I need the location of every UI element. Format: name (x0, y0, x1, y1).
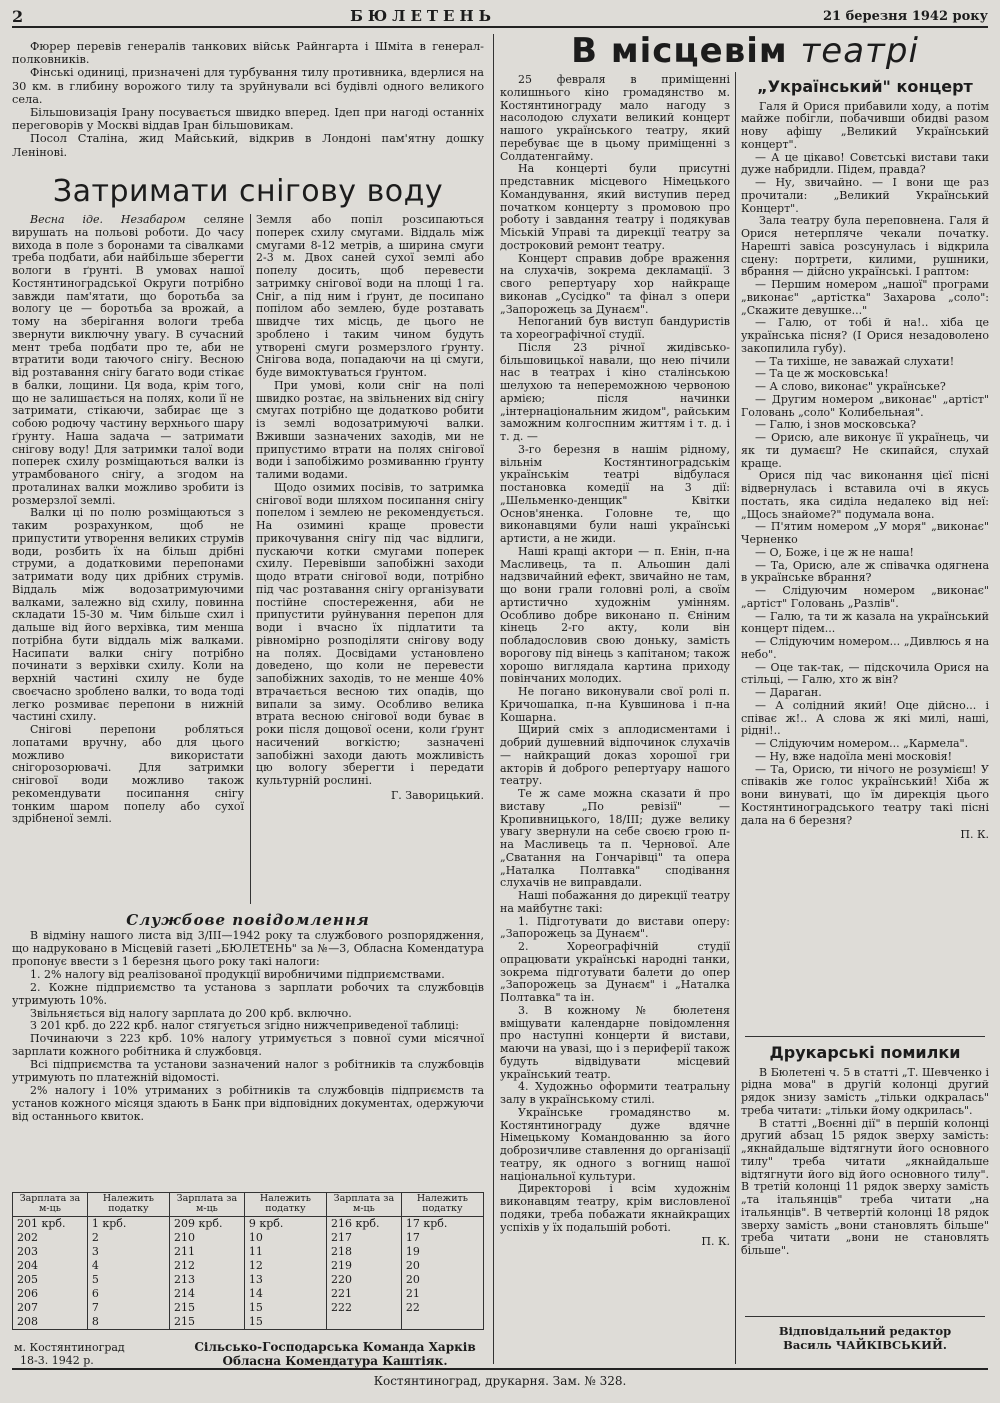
table-cell: 218 (326, 1245, 401, 1259)
dialogue-line: — Ну, вже надоїла мені московія! (755, 749, 953, 763)
review-paragraph: Після 23 річної жидівсько-більшовицької навали, що нею пічили нас в театрах і кіно сталінською шелухою та непереможною червоною армією; після начинки „інтернаціональним жидом", райським заможним колгоспним життям і т. д. і т. д. — (500, 340, 730, 443)
table-cell: 2 (87, 1231, 169, 1245)
snow-article-signature: Г. Заворицький. (391, 788, 484, 802)
snow-article-column-1 (12, 214, 244, 904)
column-divider (250, 214, 251, 904)
story-paragraph: Орися під час виконання цієї пісні відвернулась і вставила очі в якусь постать, яка сиділа недалеко від неї: „Щось знайоме?" подумала вона. (741, 469, 989, 521)
table-row (13, 1301, 484, 1315)
column-divider (493, 34, 494, 1364)
tax-table-header: Зарплата за м-ць (326, 1193, 401, 1217)
table-row (13, 1245, 484, 1259)
table-row (13, 1273, 484, 1287)
table-cell: 21 (401, 1287, 483, 1301)
table-cell: 17 (401, 1231, 483, 1245)
dialogue-line: — Та тихіше, не заважай слухати! (755, 354, 955, 368)
dialogue-line: — Першим номером „нашої" програми „виконає" „артістка" Захарова „соло": „Скажите девушке..." (741, 278, 989, 317)
page-header (12, 8, 988, 28)
review-paragraph: Не погано виконували свої ролі п. Кричошапка, п-на Кувшинова і п-на Кошарна. (500, 685, 730, 724)
table-cell: 220 (326, 1273, 401, 1287)
table-cell: 212 (169, 1259, 244, 1273)
dialogue-line: — Слідуючим номером... „Дивлюсь я на небо". (741, 635, 989, 661)
notice-paragraph: Звільняється від налогу зарплата до 200 крб. включно. (30, 1006, 352, 1020)
review-paragraph: Концерт справив добре враження на слухачів, зокрема декламації. З свого репертуару хор найкраще виконав „Сусідко" та фінал з опери „Запорожець за Дунаєм". (500, 251, 730, 316)
table-cell (326, 1315, 401, 1329)
errata-paragraph: В статті „Воєнні дії" в першій колонці другий абзац 15 рядок зверху замість: „якнайдальше відтягнути його основного тилу" треба читати „якнайдальше відтягнути його від його основного тилу". В третій колонці 11 рядок зверху замість „та італьянців" треба читати „на італьянців". В четвертій колонці 18 рядок зверху замість „вони становлять більше" треба читати „вони не становлять більше". (741, 1116, 989, 1258)
review-signature: П. К. (701, 1235, 730, 1249)
table-cell: 20 (401, 1259, 483, 1273)
table-cell: 216 крб. (326, 1216, 401, 1230)
dialogue-line: — Оце так-так, — підскочила Орися на стільці, — Галю, хто ж він? (741, 660, 989, 687)
table-cell: 206 (13, 1287, 88, 1301)
table-cell: 11 (244, 1245, 326, 1259)
tax-table-header: Зарплата за м-ць (13, 1193, 88, 1217)
story-paragraph: Галя й Орися прибавили ходу, а потім майже побігли, побачивши обидві разом нову афішу „Великий Український концерт". (741, 99, 989, 151)
notice-organization (180, 1340, 490, 1369)
notice-paragraph: Всі підприємства та установи зазначений налог з робітників та службовців утримують по платежній відомості. (12, 1058, 484, 1085)
snow-article-title: Затримати снігову воду (52, 174, 444, 209)
tax-table-header: Зарплата за м-ць (169, 1193, 244, 1217)
story-signature: П. К. (960, 828, 989, 842)
table-cell: 22 (401, 1301, 483, 1315)
table-cell: 12 (244, 1259, 326, 1273)
dialogue-line: — Галю, от тобі й на!.. хіба це українська пісня? (І Орися незадоволено закопилила губу). (741, 316, 989, 355)
notice-paragraph: В відміну нашого листа від 3/III—1942 року та службового розпорядження, що надруковано в Місцевій газеті „БЮЛЕТЕНЬ" за №—3, Обласна Комендатура пропонує ввести з 1 березня цього року такі налоги: (12, 928, 484, 968)
table-cell: 7 (87, 1301, 169, 1315)
dialogue-line: — Галю, та ти ж казала на український концерт підем... (741, 609, 989, 636)
table-cell: 1 крб. (87, 1216, 169, 1230)
snow-paragraph: Валки ці по полю розміщаються з таким розрахунком, щоб не припустити утворення великих струмів води, розбить їх на більш дрібні струми, а додатковими перепонами затримати воду цих дрібних струмів. Віддаль між водозатримуючими валками, залежно від схилу, повинна складати 15-30 м. Чим більше схил і дальше від його верхівка, тим менша потрібна бути віддаль між валками. Насипати валки снігу потрібно починати з верхівки схилу. Коли на верхній частині схилу не буде своєчасно зроблено валки, то вода тоді легко розмиває перепони в нижній частині схилу. (12, 506, 244, 724)
table-cell: 17 крб. (401, 1216, 483, 1230)
review-paragraph: 1. Підготувати до вистави оперу: „Запорожець за Дунаєм". (500, 914, 730, 941)
theatre-review-column (500, 74, 730, 1364)
errata-block (741, 1040, 989, 1310)
table-cell: 215 (169, 1301, 244, 1315)
table-cell: 217 (326, 1231, 401, 1245)
table-cell: 14 (244, 1287, 326, 1301)
theatre-title-part-1: В місцевім (571, 31, 788, 71)
dialogue-line: — Слідуючим номером... „Кармела". (755, 737, 969, 751)
table-cell: 214 (169, 1287, 244, 1301)
notice-paragraph: З 201 крб. до 222 крб. налог стягується згідно нижчеприведеної таблиці: (30, 1019, 459, 1033)
notice-paragraph: 1. 2% налогу від реалізованої продукції виробничими підприємствами. (30, 967, 445, 981)
editor-title: Відповідальний редактор (778, 1324, 952, 1338)
table-cell: 203 (13, 1245, 88, 1259)
table-row (13, 1231, 484, 1245)
review-paragraph: 4. Художньо оформити театральну залу в українському стилі. (500, 1080, 730, 1106)
table-cell: 20 (401, 1273, 483, 1287)
notice-paragraph: 2. Кожне підприємство та установа з зарплати робочих та службовців утримують 10%. (12, 980, 484, 1007)
divider-rule (745, 1036, 985, 1037)
news-block (12, 40, 484, 159)
table-cell: 9 крб. (244, 1216, 326, 1230)
concert-story-title: „Український" концерт (757, 77, 973, 96)
theatre-title-part-2: театрі (800, 31, 919, 71)
bottom-rule (12, 1368, 988, 1370)
divider-rule (745, 1316, 985, 1317)
theatre-title (500, 32, 990, 72)
notice-title: Службове повідомлення (126, 911, 370, 929)
snow-paragraph: При умові, коли сніг на полі швидко розтає, на звільнених від снігу смугах потрібно ще додатково робити із землі водозатримуючі валки. Вживши зазначених заходів, ми не припустимо втрати на полях снігової води і запобіжимо розмиванню ґрунту талими водами. (256, 378, 484, 481)
table-cell: 19 (401, 1245, 483, 1259)
notice-org-line-1: Сільсько-Господарська Команда Харків (194, 1340, 476, 1354)
dialogue-line: — Слідуючим номером „виконає" „артіст" Головань „Разлів". (741, 584, 989, 610)
notice-place: м. Костянтиноград (14, 1341, 125, 1354)
notice-org-line-2: Обласна Комендатура Каштіяк. (222, 1354, 448, 1369)
snow-paragraph: Земля або попіл розсипаються поперек схилу смугами. Віддаль між смугами 8-12 метрів, а ширина смуги 2-3 м. Двох саней сухої землі або попелу досить, щоб перевести затримку снігової води на площі 1 га. Сніг, а під ним і ґрунт, де посипано попілом або землею, буде розтавать швидче тих місць, де цього не зроблено і таким чином будуть утворені смуги розмерзлого ґрунту. Снігова вода, попадаючи на ці смуги, буде вимоктуваться ґрунтом. (256, 213, 484, 379)
table-row (13, 1216, 484, 1230)
dialogue-line: — О, Боже, і це ж не наша! (755, 545, 914, 559)
paper-name: БЮЛЕТЕНЬ (350, 7, 497, 26)
page-number: 2 (12, 6, 24, 26)
dialogue-line: — Та це ж московська! (755, 367, 889, 381)
editor-block (741, 1324, 989, 1353)
errata-paragraph: В Бюлетені ч. 5 в статті „Т. Шевченко і рідна мова" в другій колонці другий рядок знизу замість „тільки одкралась" треба читати: „тільки йому одкрилась". (741, 1065, 989, 1117)
dialogue-line: — А солідний який! Оце дійсно... і співає ж!.. А слова ж які милі, наші, рідні!.. (741, 698, 989, 738)
issue-date: 21 березня 1942 року (822, 9, 988, 25)
review-paragraph: Непоганий був виступ бандуристів та хореографічної студії. (500, 315, 730, 341)
table-cell: 222 (326, 1301, 401, 1315)
tax-table-header: Належить податку (87, 1193, 169, 1217)
review-paragraph: Щирий сміх з аплодисментами і добрий душевний відпочинок слухачів — найкращий доказ хорошої гри акторів й доброго репертуару нашого театру. (500, 723, 730, 788)
table-cell: 201 крб. (13, 1216, 88, 1230)
tax-table-block (12, 1192, 484, 1342)
story-paragraph: Зала театру була переповнена. Галя й Орися нетерпляче чекали початку. Нарешті завіса розсунулась і відкрила сцену: портрети, килими, рушники, вбрання — дійсно українські. І раптом: (741, 214, 989, 279)
dialogue-line: — А слово, виконає" українське? (755, 380, 946, 394)
table-cell: 211 (169, 1245, 244, 1259)
review-paragraph: Директорові і всім художнім виконавцям театру, крім висловленої подяки, треба побажати якнайкращих успіхів у їх подальшій роботі. (500, 1182, 730, 1234)
table-cell: 8 (87, 1315, 169, 1329)
dialogue-line: — Дараган. (755, 686, 822, 700)
table-cell: 209 крб. (169, 1216, 244, 1230)
snow-article-title-block (12, 174, 484, 214)
review-paragraph: 3. В кожному № бюлетеня вміщувати календарне повідомлення про наступні концерти й вистави, маючи на увазі, що і з периферії також будуть відвідувати місцевий український театр. (500, 1003, 730, 1081)
table-cell: 208 (13, 1315, 88, 1329)
dialogue-line: — П'ятим номером „У моря" „виконає" Черненко (741, 520, 989, 547)
notice-paragraph: 2% налогу і 10% утриманих з робітників та службовців підприємств та установ кожного місяця здають в Банк при відповідних документах, одержуючи від останнього квиток. (12, 1084, 484, 1124)
table-cell: 3 (87, 1245, 169, 1259)
table-cell: 207 (13, 1301, 88, 1315)
table-cell: 219 (326, 1259, 401, 1273)
news-paragraph: Фюрер перевів генералів танкових військ Райнгарта і Шміта в генерал-полковників. (12, 40, 484, 67)
snow-article-lead (12, 214, 244, 507)
table-cell: 13 (244, 1273, 326, 1287)
tax-table-header-row (13, 1193, 484, 1217)
dialogue-line: — Ну, звичайно. — І вони ще раз прочитали: „Великий Український Концерт". (741, 176, 989, 215)
table-row (13, 1315, 484, 1329)
dialogue-line: — Другим номером „виконає" „артіст" Головань „соло" Колибельная". (741, 392, 989, 419)
table-cell: 15 (244, 1301, 326, 1315)
dialogue-line: — Та, Орисю, ти нічого не розумієш! У співаків же голос український! Хіба ж вони винуваті, що їм дирекція цього Костянтиноградського театру такі пісні дала на 6 березня? (741, 762, 989, 827)
table-row (13, 1259, 484, 1273)
review-paragraph: 3-го березня в нашім рідному, вільнім Костянтиноградськім українськім театрі відбулася постановка комедії на 3 дії: „Шельменко-денщик" Квітки Основ'яненка. Головне те, що виконавцями були наші українські артисти, а не жиди. (500, 442, 730, 545)
dialogue-line: — Та, Орисю, але ж співачка одягнена в українське вбрання? (741, 558, 989, 585)
review-paragraph: Українське громадянство м. Костянтинограду дуже вдячне Німецькому Командованню за його доброзичливе ставлення до організації театру, як одного з вогнищ нашої національної культури. (500, 1105, 730, 1183)
table-cell: 15 (244, 1315, 326, 1329)
review-paragraph: Те ж саме можна сказати й про виставу „По ревізії" — Кропивницького, 18/III; дуже велику увагу звернули на себе своєю грою п-на Масливець та п. Чернової. Але „Сватання на Гончарівці" та опера „Наталка Полтавка" сподівання слухачів не виправдали. (500, 787, 730, 890)
tax-table-header: Належить податку (244, 1193, 326, 1217)
review-paragraph: 25 февраля в приміщенні колишнього кіно громадянство м. Костянтинограду мало нагоду з насолодою слухати великий концерт нашого українського театру, який перебуває ще в цьому приміщенні з Солдатенгайму. (500, 73, 730, 163)
table-cell: 213 (169, 1273, 244, 1287)
table-cell: 6 (87, 1287, 169, 1301)
printer-line: Костянтиноград, друкарня. Зам. № 328. (373, 1374, 627, 1388)
table-cell: 210 (169, 1231, 244, 1245)
snow-paragraph: Щодо озимих посівів, то затримка снігової води шляхом посипання снігу попелом і землею не рекомендується. На озимині краще провести прикочування снігу під час відлиги, пускаючи котки смугами поперек схилу. Перевівши запобіжні заходи щодо втрати снігової води, потрібно під час розтавання снігу організувати постійне спостереження, аби не припустити руйнування перепон для води і вчасно їх підлатити та рівномірно розподіляти снігову воду на полях. Досвідами установлено доведено, що коли не перевести запобіжних заходів, то не менше 40% втрачається весною тих опадів, що випали за зиму. Особливо велика втрата весною снігової води буває в роки після дощової осени, коли ґрунт насичений вогкістю; зазначені запобіжні заходи дають можливість цю вологу зберегти і передати культурній рослині. (256, 480, 484, 787)
column-divider (735, 72, 736, 1364)
review-paragraph: На концерті були присутні представник місцевого Німецького Командування, який виступив перед початком концерту з промовою про роботу і завдання театру і подякував Міській Управі та дирекції театру за достроковий ремонт театру. (500, 162, 730, 252)
table-cell: 4 (87, 1259, 169, 1273)
table-cell: 10 (244, 1231, 326, 1245)
concert-story-column (741, 74, 989, 1034)
notice-date: 18-3. 1942 р. (20, 1353, 94, 1367)
tax-table-header: Належить податку (401, 1193, 483, 1217)
dialogue-line: — А це цікаво! Совєтські вистави таки дуже набридли. Підем, правда? (741, 150, 989, 177)
table-cell: 204 (13, 1259, 88, 1273)
dialogue-line: — Орисю, але виконує її українець, чи як ти думаєш? Не скипайся, слухай краще. (741, 431, 989, 470)
table-cell (401, 1315, 483, 1329)
tax-table (12, 1192, 484, 1330)
news-paragraph: Більшовизація Ірану посувається швидко вперед. Ідеп при нагоді останніх переговорів у Москві віддав Іран більшовикам. (12, 106, 484, 133)
dialogue-line: — Галю, і знов московська? (755, 418, 917, 432)
snow-paragraph: Снігові перепони робляться лопатами вручну, або для цього можливо використати снігорозорювачі. Для затримки снігової води можливо також рекомендувати посипання снігу тонким шаром попелу або сухої здрібненої землі. (12, 723, 244, 826)
snow-lead-italic: Весна іде. Незабаром (30, 213, 186, 226)
snow-lead-text: селяне вирушать на польові роботи. До часу вихода в поле з боронами та сівалками треба подбати, аби найбільше зберегти вологи в ґрунті. В умовах нашої Костянтиноградської Округи потрібно завжди пам'ятати, що боротьба за вологу це — боротьба за врожай, а тому на зберігання вологи треба звернути виключну увагу. В сучасний мент треба подбати про те, аби не втратити води таючого снігу. Весною від розтавання снігу багато води стікає в балки, лощини. Ця вода, крім того, що не залишається на полях, коли її не затримати, стікаючи, забирає ще з собою родючу частину верхнього шару ґрунту. Наша задача — затримати снігову воду! Для затримки талої води поперек схилу розміщаються валки із утрамбованого снігу, а згодом на проталинах валки можливо зробити із розмерзлої землі. (12, 213, 245, 507)
table-cell: 202 (13, 1231, 88, 1245)
table-cell: 205 (13, 1273, 88, 1287)
table-cell: 5 (87, 1273, 169, 1287)
table-cell: 215 (169, 1315, 244, 1329)
notice-block (12, 912, 484, 1192)
snow-article-column-2 (256, 214, 484, 904)
table-cell: 221 (326, 1287, 401, 1301)
review-paragraph: Наші кращі актори — п. Енін, п-на Масливець, та п. Альошин далі надзвичайний ефект, звичайно не там, що вони грали головні ролі, а своїм артистично художнім умінням. Особливо добре виконано п. Єніним кінець 2-го акту, коли він побладословив свою доньку, замість ворогову під вінець з капітаном; також хорошо виглядала картина приходу повінчаних молодих. (500, 544, 730, 686)
news-paragraph: Посол Сталіна, жид Майський, відкрив в Лондоні пам'ятну дошку Ленінові. (12, 132, 484, 159)
notice-paragraph: Починаючи з 223 крб. 10% налогу утримується з повної суми місячної зарплати кожного робітника й службовця. (12, 1032, 484, 1059)
review-paragraph: Наші побажання до дирекції театру на майбутнє такі: (500, 889, 730, 915)
errata-title: Друкарські помилки (769, 1043, 961, 1062)
news-paragraph: Фінські одиниці, призначені для турбування тилу противника, вдерлися на 30 км. в глибину ворожого тилу та зруйнували всі будівлі одного великого села. (12, 66, 484, 106)
table-row (13, 1287, 484, 1301)
notice-place-date (14, 1342, 194, 1368)
review-paragraph: 2. Хореографічній студії опрацювати українські народні танки, зокрема підготувати балети до опер „Запорожець за Дунаєм" і „Наталка Полтавка" та ін. (500, 940, 730, 1004)
editor-name: Василь ЧАЙКІВСЬКИЙ. (783, 1338, 947, 1353)
theatre-title-block (500, 32, 990, 74)
